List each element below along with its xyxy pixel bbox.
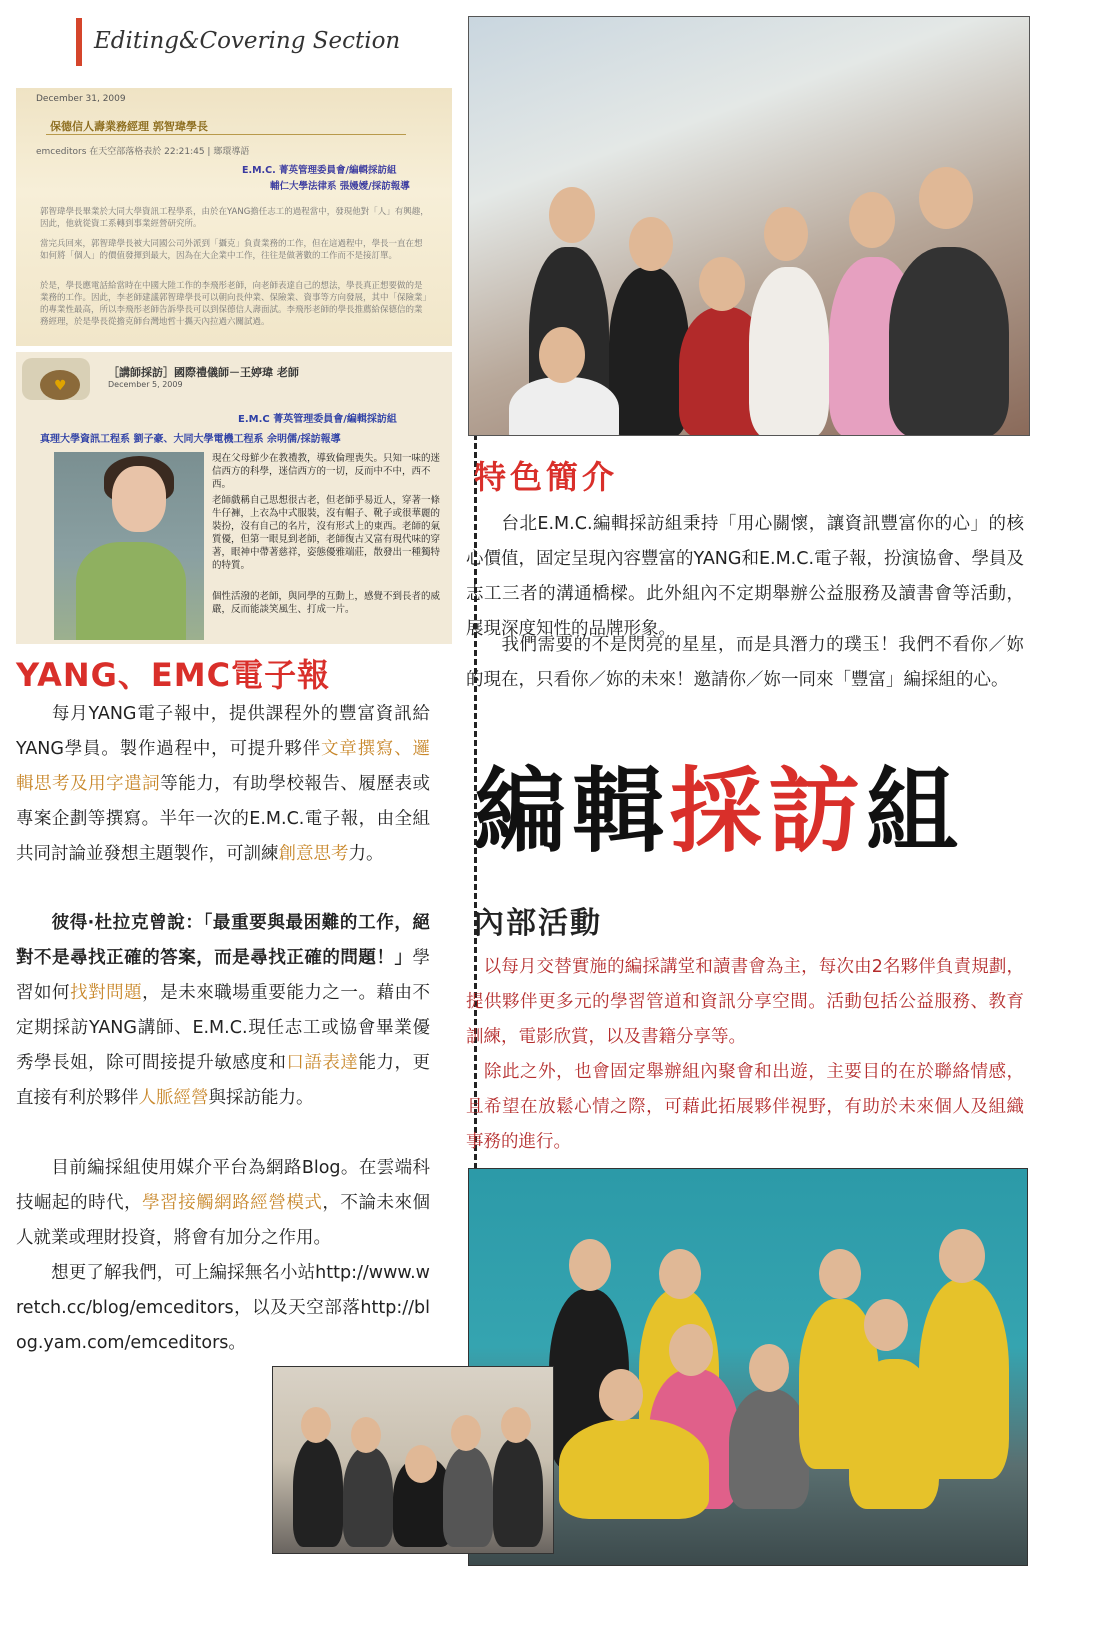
features-heading: 特色簡介 [474,458,619,496]
clipping-title: ［講師採訪］國際禮儀師－王婷瑋 老師 [108,366,299,379]
heart-icon: ♥ [54,378,67,394]
clipping-paragraph: 老師戲稱自己思想很古老，但老師乎易近人，穿著一條牛仔褲，上衣為中式服裝，沒有帽子、靴子或很華麗的裝扮，沒有自己的名片，沒有形式上的東西。老師的氣質優，但第一眼見到老師，老師復古又富有現代味的穿著，眼神中帶著慈祥，姿態優雅端莊，散發出一種獨特的特質。 [212,495,441,571]
big-title-part: 組 [866,758,965,865]
group-photo-office [272,1366,554,1554]
group-photo-outdoor [468,16,1030,436]
clipping-credit: E.M.C. 菁英管理委員會/編輯採訪組 [242,165,397,176]
clipping-credit: E.M.C 菁英管理委員會/編輯採訪組 [238,414,397,425]
clipping-rule [46,134,406,135]
clipping-paragraph: 郭智瑋學長畢業於大同大學資訊工程學系，由於在YANG擔任志工的過程當中，發現他對「人」有興趣，因此，他就從資工系轉到事業經營研究所。 [40,207,429,229]
yang-paragraph-4: 想更了解我們，可上編採無名小站http://www.wretch.cc/blog/emceditors，以及天空部落http://blog.yam.com/emceditors。 [16,1263,430,1353]
yang-paragraph-2: 彼得‧杜拉克曾說：「最重要與最困難的工作，絕對不是尋找正確的答案，而是尋找正確的問題！」學習如何找對問題，是未來職場重要能力之一。藉由不定期採訪YANG講師、E.M.C.現任志工或協會畢業優秀學長姐，除可間接提升敏感度和口語表達能力，更直接有利於夥伴人脈經營與採訪能力。 [16,913,431,1108]
yang-paragraph-1: 每月YANG電子報中，提供課程外的豐富資訊給YANG學員。製作過程中，可提升夥伴文章撰寫、邏輯思考及用字遣詞等能力，有助學校報告、履歷表或專案企劃等撰寫。半年一次的E.M.C.電子報，由全組共同討論並發想主題製作，可訓練創意思考力。 [16,704,431,864]
blog-clipping-2 [16,352,452,644]
activities-paragraph-2: 除此之外，也會固定舉辦組內聚會和出遊，主要目的在於聯絡情感，且希望在放鬆心情之際，可藉此拓展夥伴視野，有助於未來個人及組織事務的進行。 [466,1062,1024,1152]
teacher-photo [54,452,204,640]
clipping-paragraph: 現在父母鮮少在教禮教，導致倫理喪失。只知一味的迷信西方的科學，迷信西方的一切，反而中不中，西不西。 [212,453,441,490]
clipping-credit: 輔仁大學法律系 張嫚嬡/採訪報導 [270,181,410,192]
clipping-paragraph: 當完兵回來，郭智瑋學長被大同國公司外派到「攝克」負責業務的工作，但在這過程中，學長一直在想如何將「個人」的價值發揮到最大，因為在大企業中工作，往往是做著數的工作而不是接訂單。 [40,239,423,261]
clipping-meta: emceditors 在天空部落格表於 22:21:45 | 瑯環導語 [36,147,250,157]
clipping-paragraph: 於是，學長應電話給當時在中國大陸工作的李飛彤老師，向老師表達自己的想法，學長真正想要做的是業務的工作。因此，李老師建議郭智瑋學長可以朝向長仲業、保險業、資事等方向發展，其中「保險業」的專業性最高，所以李飛彤老師告訴學長可以到保德信人壽面試。李飛彤老師的學長推薦給保德信的業務經理，於是學長從擔克師台灣地哲十攜天內拉過六關試過。 [40,281,427,327]
clipping-paragraph: 個性活潑的老師，與同學的互動上，感覺不到長者的威嚴，反而能談笑風生、打成一片。 [212,591,441,615]
section-title: Editing&Covering Section [94,28,401,54]
blog-clipping-1 [16,88,452,346]
big-title-part: 採訪 [670,758,867,865]
activities-paragraph-1: 以每月交替實施的編採講堂和讀書會為主，每次由2名夥伴負責規劃，提供夥伴更多元的學習管道和資訊分享空間。活動包括公益服務、教育訓練，電影欣賞，以及書籍分享等。 [466,957,1024,1047]
clipping-title: 保德信人壽業務經理 郭智瑋學長 [50,120,208,133]
clipping-date: December 31, 2009 [36,94,126,104]
activities-heading: 內部活動 [474,906,602,941]
clipping-credit: 真理大學資訊工程系 劉子豪、大同大學電機工程系 余明儒/採訪報導 [40,434,341,445]
features-paragraph-2: 我們需要的不是閃亮的星星，而是具潛力的璞玉！我們不看你／妳的現在，只看你／妳的未來！邀請你／妳一同來「豐富」編採組的心。 [466,635,1024,690]
photo-figure [76,542,186,640]
yang-paragraph-3: 目前編採組使用媒介平台為網路Blog。在雲端科技崛起的時代，學習接觸網路經營模式，不論未來個人就業或理財投資，將會有加分之作用。 [16,1158,431,1248]
clipping-date: December 5, 2009 [108,380,183,389]
yang-heading: YANG、EMC電子報 [16,656,331,694]
blog-logo [22,358,90,400]
big-title-part: 編輯 [474,758,671,865]
header-accent-bar [76,18,82,66]
photo-figure [112,466,166,532]
big-title [474,738,964,870]
features-paragraph-1: 台北E.M.C.編輯採訪組秉持「用心關懷，讓資訊豐富你的心」的核心價值，固定呈現內容豐富的YANG和E.M.C.電子報，扮演協會、學員及志工三者的溝通橋樑。此外組內不定期舉辦公益服務及讀書會等活動，展現深度知性的品牌形象。 [466,514,1025,639]
